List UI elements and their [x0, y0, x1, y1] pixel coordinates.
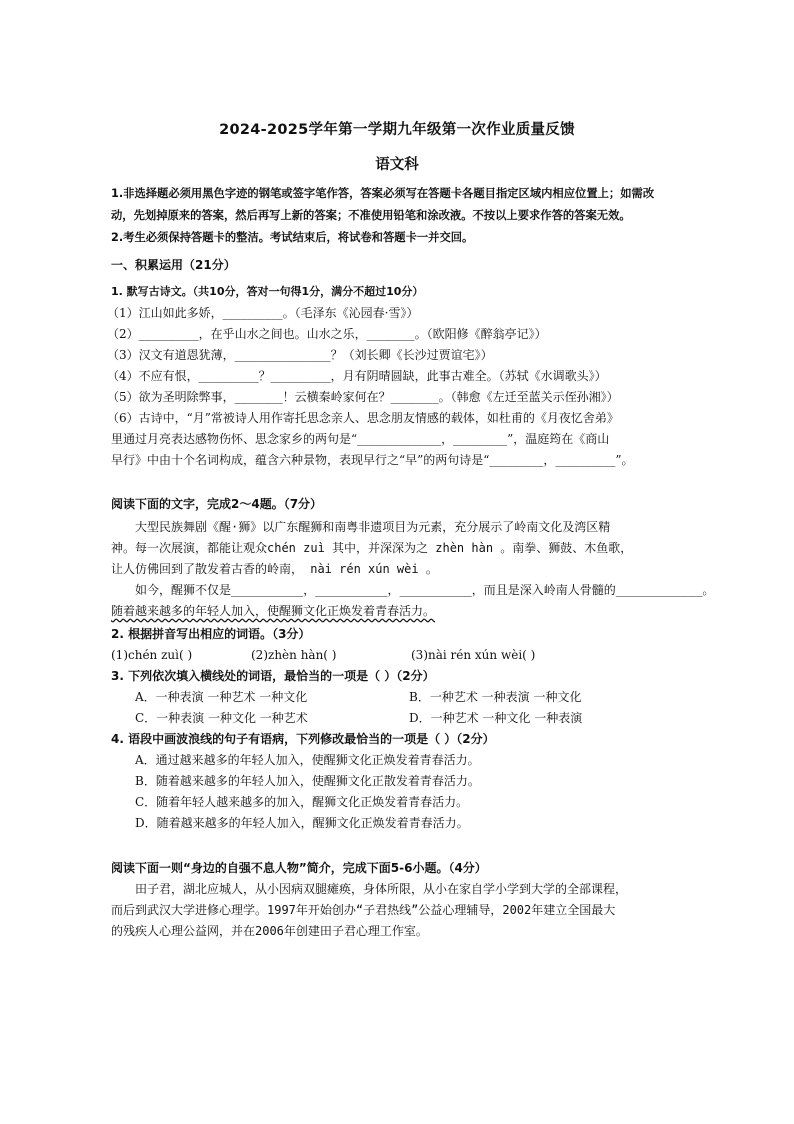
instruction-line: 动，先划掉原来的答案，然后再写上新的答案；不准使用铅笔和涂改液。不按以上要求作答的答案无效。 — [111, 209, 631, 222]
reading-2-heading: 阅读下面一则“身边的自强不息人物”简介，完成下面5-6小题。（4分） — [111, 861, 487, 875]
recitation-line-5: （5）欲为圣明除弊事，________！云横秦岭家何在？________。（韩愈《左迁至蓝关示侄孙湘》） — [107, 390, 619, 404]
option-b: B．随着越来越多的年轻人加入，使醒狮文化正散发着青春活力。 — [135, 774, 480, 788]
recitation-line-6b: 里通过月亮表达感物伤怀、思念家乡的两句是“______________，_________”，温庭筠在《商山 — [111, 432, 610, 446]
instruction-line: 2.考生必须保持答题卡的整洁。考试结束后，将试卷和答题卡一并交回。 — [111, 231, 474, 244]
option-a: A．通过越来越多的年轻人加入，使醒狮文化正焕发着青春活力。 — [135, 753, 480, 767]
reading-1-heading: 阅读下面的文字，完成2～4题。（7分） — [111, 497, 323, 511]
wavy-sentence: 随着越来越多的年轻人加入，使醒狮文化正焕发着青春活力。 — [111, 604, 436, 618]
question-3-title: 3. 下列依次填入横线处的词语，最恰当的一项是（ ）（2分） — [111, 669, 435, 683]
section-reading-2 — [111, 857, 701, 942]
recitation-line-1: （1）江山如此多娇，__________。（毛泽东《沁园春·雪》） — [107, 306, 419, 320]
recitation-line-6: （6）古诗中，“月”常被诗人用作寄托思念亲人、思念朋友情感的载体，如杜甫的《月夜忆舍弟》 — [107, 411, 619, 425]
passage-line: 让人仿佛回到了散发着古香的岭南， nài rén xún wèi 。 — [111, 562, 438, 576]
option-c: C．随着年轻人越来越多的加入，醒狮文化正焕发着青春活力。 — [135, 795, 469, 809]
question-4-title: 4. 语段中画波浪线的句子有语病，下列修改最恰当的一项是（ ）（2分） — [111, 732, 495, 746]
pinyin-item-3: (3)nài rén xún wèi( ) — [411, 648, 536, 662]
recitation-line-6c: 早行》中由十个名词构成，蕴含六种景物，表现早行之“早”的两句诗是“_________，__________”。 — [111, 453, 634, 467]
pinyin-item-2: (2)zhèn hàn( ) — [251, 648, 337, 662]
passage-line: 田子君，湖北应城人，从小因病双腿瘫痪，身体所限，从小在家自学小学到大学的全部课程， — [135, 882, 628, 896]
recitation-line-3: （3）汉文有道恩犹薄，________________？（刘长卿《长沙过贾谊宅》） — [107, 348, 493, 362]
passage-line: 大型民族舞剧《醒·狮》以广东醒狮和南粤非遗项目为元素，充分展示了岭南文化及湾区精 — [135, 520, 611, 534]
question-2-items — [111, 645, 701, 666]
passage-line: 而后到武汉大学进修心理学。1997年开始创办“子君热线”公益心理辅导，2002年建立全国最大 — [111, 903, 616, 917]
passage-line: 神。每一次展演，都能让观众chén zuì 其中，并深深为之 zhèn hàn 。南拳、狮鼓、木鱼歌， — [111, 541, 633, 555]
section-heading: 一、积累运用（21分） — [111, 258, 236, 272]
passage-line: 如今，醒狮不仅是__________，__________，__________，而且是深入岭南人骨髓的____________。 — [135, 583, 715, 597]
exam-subject: 语文科 — [375, 157, 419, 173]
option-d: D．随着越来越多的年轻人加入，醒狮文化正焕发着青春活力。 — [135, 816, 469, 830]
recitation-line-2: （2）__________，在乎山水之间也。山水之乐，________。（欧阳修《醉翁亭记》） — [107, 327, 547, 341]
option-a: A．一种表演 一种艺术 一种文化 — [135, 690, 308, 704]
option-d: D．一种艺术 一种文化 一种表演 — [409, 711, 583, 725]
question-3-options-row-2 — [111, 708, 701, 729]
question-1-title: 1. 默写古诗文。（共10分，答对一句得1分，满分不超过10分） — [111, 285, 424, 298]
instruction-line: 1.非选择题必须用黑色字迹的钢笔或签字笔作答，答案必须写在答题卡各题目指定区域内相应位置上；如需改 — [111, 187, 655, 200]
question-2-title: 2. 根据拼音写出相应的词语。（3分） — [111, 627, 311, 641]
question-3-options-row-1 — [111, 687, 701, 708]
recitation-line-4: （4）不应有恨，__________？__________，月有阴晴圆缺，此事古难全。（苏轼《水调歌头》） — [107, 369, 607, 383]
section-accumulation — [107, 253, 701, 471]
exam-title: 2024-2025学年第一学期九年级第一次作业质量反馈 — [219, 122, 575, 138]
option-b: B．一种艺术 一种表演 一种文化 — [409, 690, 582, 704]
pinyin-item-1: (1)chén zuì( ) — [111, 648, 193, 662]
option-c: C．一种表演 一种文化 一种艺术 — [135, 711, 308, 725]
passage-line: 的残疾人心理公益网，并在2006年创建田子君心理工作室。 — [111, 924, 428, 938]
section-reading-1 — [111, 493, 715, 834]
instructions — [111, 183, 691, 249]
